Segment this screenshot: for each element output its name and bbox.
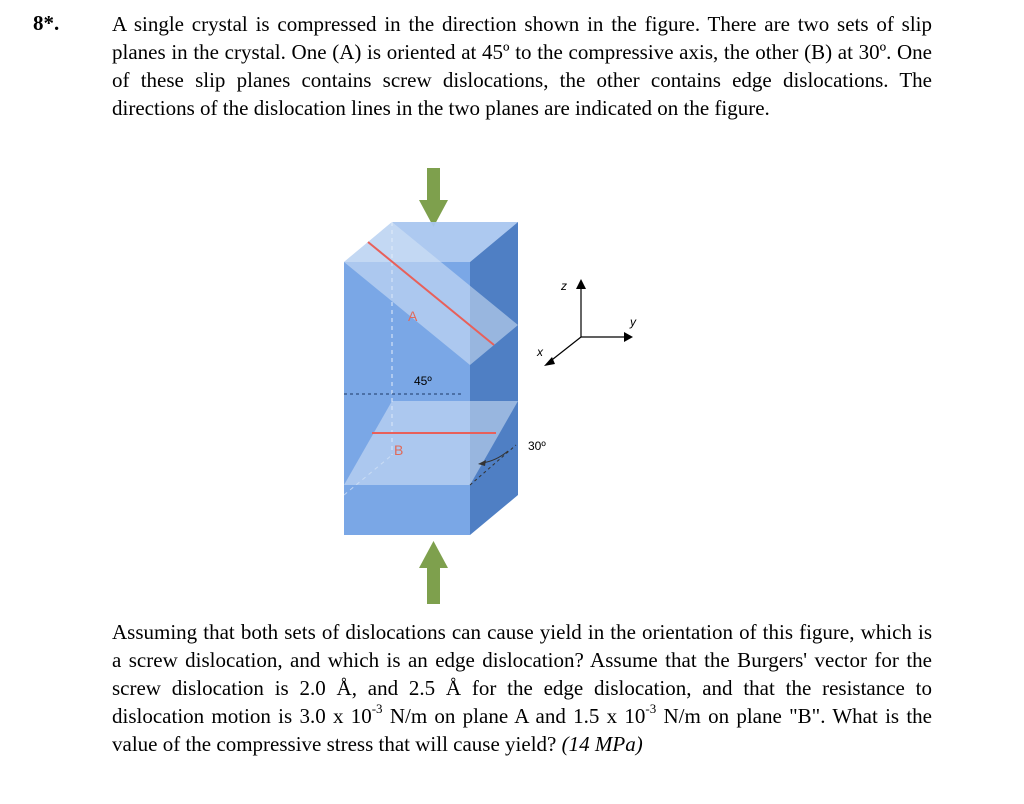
label-plane-a: A: [408, 308, 418, 324]
label-axis-y: y: [630, 315, 636, 329]
question-text-3: N/m on plane "B". What is the value of the compressive stress that will cause yield?: [112, 704, 932, 756]
compression-arrow-top: [419, 168, 448, 227]
label-axis-x: x: [537, 345, 543, 359]
crystal-figure: [330, 165, 660, 610]
problem-number: 8*.: [33, 11, 60, 35]
axis-x-line: [548, 337, 581, 363]
question-text-1: Assuming that both sets of dislocations can cause yield in the orientation of this figure, which is a screw dislocation, and which is an edge dislocation? Assume that the Burgers' vector for the screw dislocation is 2.0 Å, and 2.5 Å for the edge dislocation, and that the resistance to dislocation motion is 3.0 x 10: [112, 620, 932, 728]
label-axis-z: z: [561, 279, 567, 293]
exponent-1: -3: [371, 701, 383, 716]
coordinate-axes: [536, 279, 637, 366]
exponent-2: -3: [645, 701, 657, 716]
compression-arrow-bottom: [419, 541, 448, 604]
crystal-side-face: [470, 222, 518, 535]
problem-statement: A single crystal is compressed in the direction shown in the figure. There are two sets of slip planes in the crystal. One (A) is oriented at 45º to the compressive axis, the other (B) at 30º. One of these slip planes contains screw dislocations, the other contains edge dislocations. The directions of the dislocation lines in the two planes are indicated on the figure.: [112, 12, 932, 120]
question-text-2: N/m on plane A and 1.5 x 10: [382, 704, 646, 728]
problem-question: [112, 618, 932, 758]
label-angle-a: 45º: [414, 374, 432, 388]
label-angle-b: 30º: [528, 439, 546, 453]
axis-y-arrowhead: [624, 332, 633, 342]
axis-z-arrowhead: [576, 279, 586, 289]
label-plane-b: B: [394, 442, 404, 458]
answer-hint: (14 MPa): [561, 732, 643, 756]
